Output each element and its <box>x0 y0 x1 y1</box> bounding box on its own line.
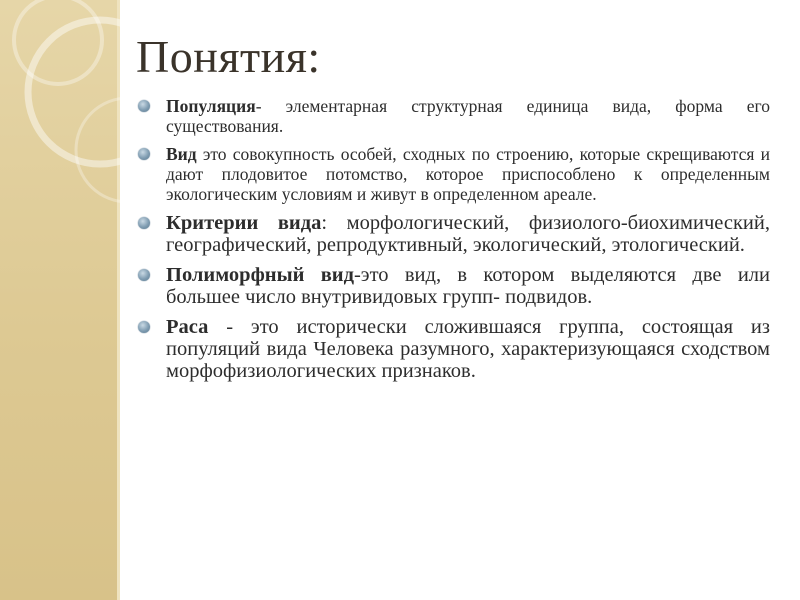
slide-title: Понятия: <box>136 31 321 82</box>
bullet-list <box>136 96 770 390</box>
round-bullet-icon <box>138 269 150 281</box>
list-item-population <box>136 96 770 136</box>
round-bullet-icon <box>138 217 150 229</box>
list-item-species-criteria <box>136 212 770 256</box>
round-bullet-icon <box>138 321 150 333</box>
term-species: Вид <box>166 144 197 164</box>
list-item-race <box>136 316 770 382</box>
definition-species: это совокупность особей, сходных по строению, которые скрещиваются и дают плодовитое потомство, которое приспособлено к определенным экологическим условиям и живут в определенном ареале. <box>166 144 770 204</box>
definition-polymorphic-species: -это вид, в котором выделяются две или большее число внутривидовых групп- подвидов. <box>166 264 770 308</box>
round-bullet-icon <box>138 100 150 112</box>
list-item-polymorphic-species <box>136 264 770 308</box>
definition-race: - это исторически сложившаяся группа, состоящая из популяций вида Человека разумного, характеризующаяся сходством морфофизиологических признаков. <box>166 316 770 382</box>
list-item-species <box>136 144 770 204</box>
term-race: Раса <box>166 316 209 338</box>
term-species-criteria: Критерии вида <box>166 212 322 234</box>
term-polymorphic-species: Полиморфный вид <box>166 264 354 286</box>
definition-population: - элементарная структурная единица вида, форма его существования. <box>166 96 770 136</box>
definition-species-criteria: : морфологический, физиолого-биохимический, географический, репродуктивный, экологический, этологический. <box>166 212 770 256</box>
round-bullet-icon <box>138 148 150 160</box>
term-population: Популяция <box>166 96 256 116</box>
